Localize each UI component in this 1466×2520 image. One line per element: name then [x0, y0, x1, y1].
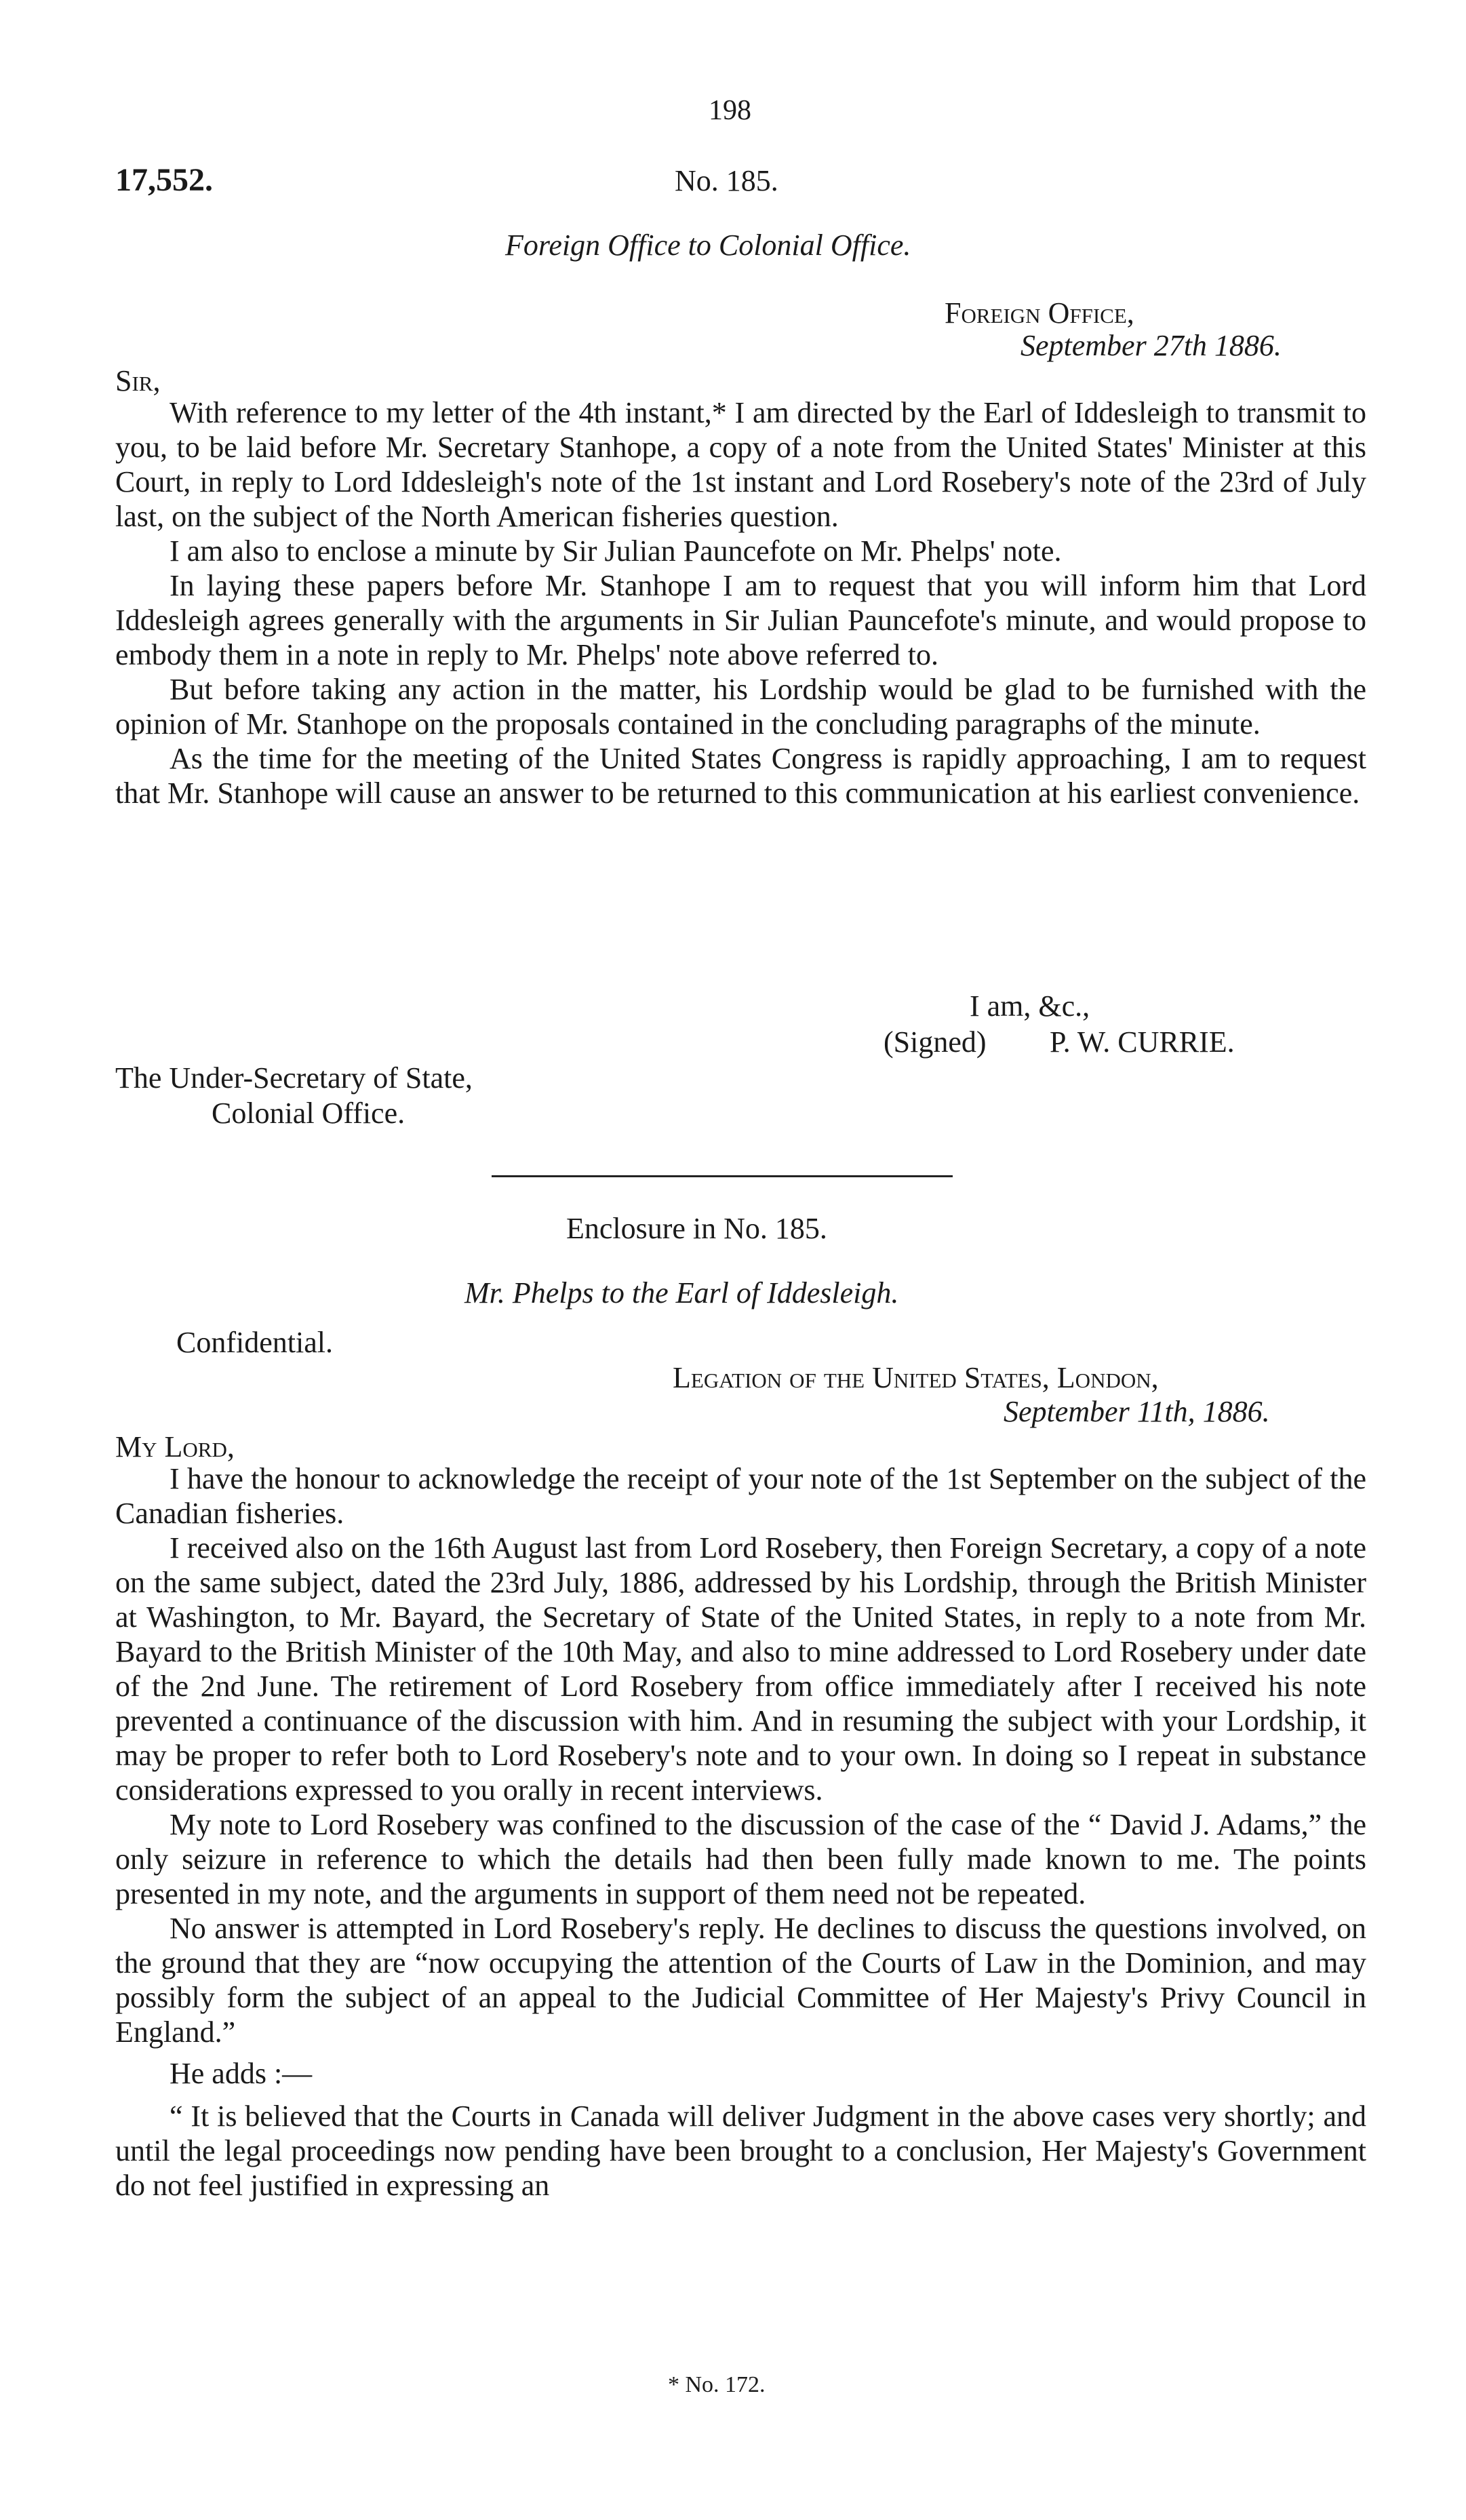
- enclosure-salutation: My Lord,: [115, 1430, 235, 1463]
- footnote: * No. 172.: [668, 2372, 766, 2397]
- paragraph: As the time for the meeting of the United States Congress is rapidly approaching, I am to request that Mr. Stanhope will cause an answer to be returned to this communication at his earliest convenience.: [115, 742, 1366, 810]
- paragraph: With reference to my letter of the 4th instant,* I am directed by the Earl of Iddesleigh to transmit to you, to be laid before Mr. Secretary Stanhope, a copy of a note from the United States' Minister at this Court, in reply to Lord Iddesleigh's note of the 1st instant and Lord Rosebery's note of the 23rd of July last, on the subject of the North American fisheries question.: [115, 396, 1366, 533]
- letter-body: [115, 395, 1366, 810]
- document-number: No. 185.: [675, 164, 778, 197]
- document-heading: Foreign Office to Colonial Office.: [505, 229, 911, 262]
- enclosure-title: Enclosure in No. 185.: [566, 1212, 827, 1245]
- legation-place: Legation of the United States, London,: [673, 1361, 1159, 1394]
- complimentary-close: I am, &c.,: [970, 989, 1090, 1023]
- sender-place: Foreign Office,: [945, 296, 1134, 330]
- sender-date: September 27th 1886.: [1021, 329, 1282, 362]
- paragraph: My note to Lord Rosebery was confined to the discussion of the case of the “ David J. Adams,” the only seizure in reference to which the details had then been fully made known to me. The points presented in my note, and the arguments in support of them need not be repeated.: [115, 1808, 1366, 1910]
- classification: Confidential.: [176, 1326, 333, 1359]
- enclosure-body: [115, 1461, 1366, 2203]
- page-number: 198: [709, 95, 751, 126]
- addressee-line-1: The Under-Secretary of State,: [115, 1061, 473, 1095]
- paragraph: I am also to enclose a minute by Sir Julian Pauncefote on Mr. Phelps' note.: [170, 534, 1062, 568]
- enclosure-heading: Mr. Phelps to the Earl of Iddesleigh.: [464, 1276, 899, 1310]
- paragraph: “ It is believed that the Courts in Canada will deliver Judgment in the above cases very shortly; and until the legal proceedings now pending have been brought to a conclusion, Her Majesty's Government do not feel justified in expressing an: [115, 2100, 1366, 2202]
- paragraph: But before taking any action in the matter, his Lordship would be glad to be furnished with the opinion of Mr. Stanhope on the proposals contained in the concluding paragraphs of the minute.: [115, 673, 1366, 741]
- addressee-line-2: Colonial Office.: [212, 1097, 405, 1130]
- paragraph: I have the honour to acknowledge the receipt of your note of the 1st September on the subject of the Canadian fisheries.: [115, 1462, 1366, 1530]
- paragraph: I received also on the 16th August last from Lord Rosebery, then Foreign Secretary, a copy of a note on the same subject, dated the 23rd July, 1886, addressed by his Lordship, through the British Minister at Washington, to Mr. Bayard, the Secretary of State of the United States, in reply to a note from Mr. Bayard to the British Minister of the 10th May, and also to mine addressed to Lord Rosebery under date of the 2nd June. The retirement of Lord Rosebery from office immediately after I received his note prevented a continuance of the discussion with him. And in resuming the subject with your Lordship, it may be proper to refer both to Lord Rosebery's note and to your own. In doing so I repeat in substance considerations expressed to you orally in recent interviews.: [115, 1531, 1366, 1807]
- salutation: Sir,: [115, 364, 161, 397]
- paragraph: He adds :—: [170, 2057, 313, 2090]
- docket-number: 17,552.: [115, 162, 213, 198]
- paragraph: In laying these papers before Mr. Stanhope I am to request that you will inform him that Lord Iddesleigh agrees generally with the arguments in Sir Julian Pauncefote's minute, and would propose to embody them in a note in reply to Mr. Phelps' note above referred to.: [115, 569, 1366, 671]
- legation-date: September 11th, 1886.: [1004, 1395, 1270, 1428]
- paragraph: No answer is attempted in Lord Rosebery's reply. He declines to discuss the questions involved, on the ground that they are “now occupying the attention of the Courts of Law in the Dominion, and may possibly form the subject of an appeal to the Judicial Committee of Her Majesty's Privy Council in England.”: [115, 1912, 1366, 2049]
- section-divider: [492, 1175, 953, 1177]
- signatory: P. W. CURRIE.: [1050, 1025, 1235, 1059]
- signed-label: (Signed): [884, 1025, 987, 1059]
